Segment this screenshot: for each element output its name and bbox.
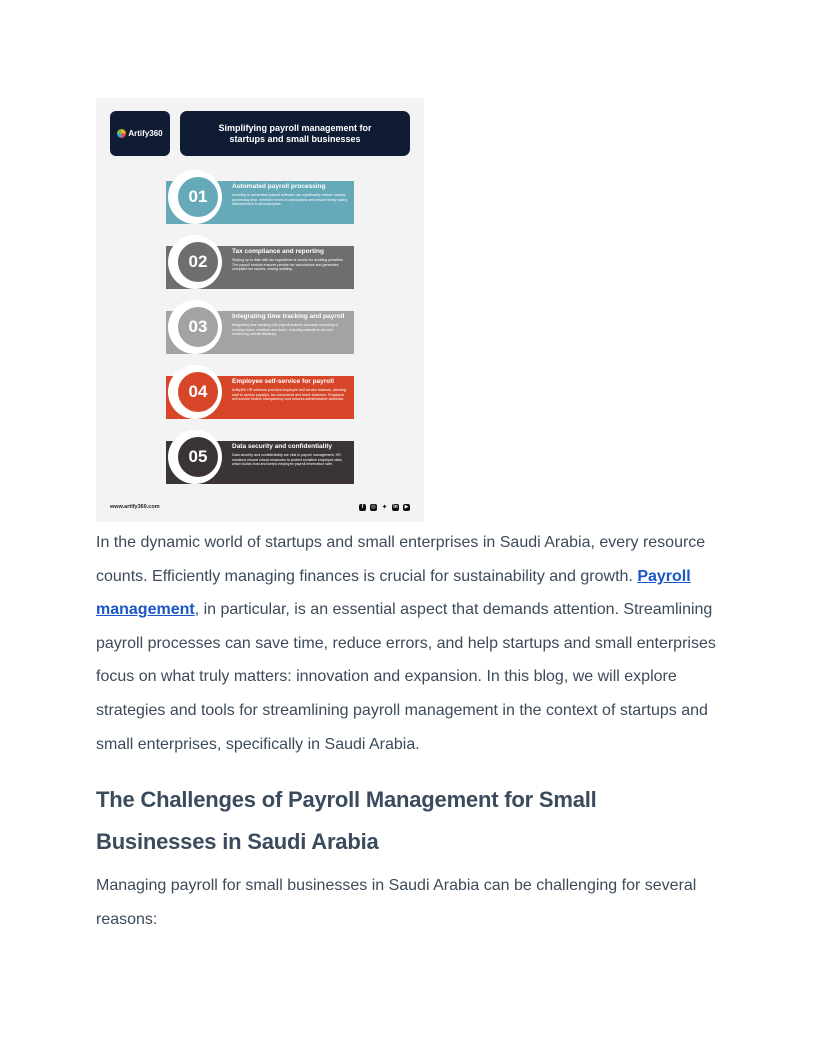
- linkedin-icon: in: [393, 504, 398, 510]
- youtube-icon: ▶: [404, 504, 409, 510]
- step-number: 04: [176, 370, 220, 414]
- article-page: [96, 98, 720, 936]
- step-number: 05: [176, 435, 220, 479]
- step-title: Data security and confidentiality: [232, 443, 333, 450]
- infographic-footer-url: www.artify360.com: [110, 504, 160, 510]
- intro-text-1: In the dynamic world of startups and small enterprises in Saudi Arabia, every resource counts. Efficiently managing finances is crucial for sustainability and growth.: [96, 534, 706, 585]
- infographic-step: [166, 365, 356, 421]
- infographic-step: [166, 300, 356, 356]
- step-body: Staying up to date with tax regulations is crucial for avoiding penalties. The payroll module ensures precise tax calculations and generates compliant tax reports, easing auditing.: [232, 258, 344, 272]
- artify360-logo: [110, 111, 170, 156]
- reasons-paragraph: Managing payroll for small businesses in Saudi Arabia can be challenging for several reasons:: [96, 877, 697, 928]
- step-title: Automated payroll processing: [232, 183, 326, 190]
- step-number: 02: [176, 240, 220, 284]
- step-number: 01: [176, 175, 220, 219]
- step-circle: [168, 235, 222, 289]
- step-body: Investing in automated payroll software can significantly reduce manual processing time, minimize errors in calculations and ensure timely salary disbursement to all employees.: [232, 193, 348, 207]
- section-heading: The Challenges of Payroll Management for Small Businesses in Saudi Arabia: [96, 787, 597, 855]
- step-body: Integrating time tracking with payroll ensures accurate recording of working hours, overtime and leave, reducing manual errors and enhancing overall efficiency.: [232, 323, 338, 337]
- step-circle: [168, 300, 222, 354]
- intro-paragraph: [96, 526, 720, 761]
- payroll-infographic: [96, 98, 424, 522]
- infographic-step: [166, 235, 356, 291]
- payroll-management-link[interactable]: Payroll management: [96, 567, 691, 619]
- step-circle: [168, 430, 222, 484]
- social-icons: [359, 504, 410, 511]
- step-number: 03: [176, 305, 220, 349]
- facebook-icon: f: [359, 504, 366, 511]
- infographic-step: [166, 430, 356, 486]
- instagram-icon: ◎: [371, 504, 376, 510]
- step-title: Tax compliance and reporting: [232, 248, 324, 255]
- step-title: Integrating time tracking and payroll: [232, 313, 345, 320]
- step-body: Data security and confidentiality are vital in payroll management. HR solutions ensure robust measures to protect sensitive employee data, which builds trust and keeps employee payroll information safe.: [232, 453, 343, 467]
- step-title: Employee self-service for payroll: [232, 378, 334, 385]
- logo-text: Artify360: [128, 129, 163, 138]
- intro-text-2: , in particular, is an essential aspect that demands attention. Streamlining payroll processes can save time, reduce errors, and help startups and small enterprises focus on what truly matters: innovation and expansion. In this blog, we will explore strategies and tools for streamlining payroll management in the context of startups and small enterprises, specifically in Saudi Arabia.: [96, 601, 716, 753]
- step-circle: [168, 170, 222, 224]
- twitter-icon: ✦: [381, 504, 388, 511]
- logo-mark-icon: [117, 129, 126, 138]
- infographic-step: [166, 170, 356, 226]
- infographic-title-box: [180, 111, 410, 156]
- step-body: Artify360 HR software provides employee self service features, allowing staff to access payslips, tax documents and leave balances. Employee self-service fosters transparency and reduces administrative workload.: [232, 388, 347, 402]
- infographic-title: Simplifying payroll management for startups and small businesses: [218, 122, 372, 144]
- step-circle: [168, 365, 222, 419]
